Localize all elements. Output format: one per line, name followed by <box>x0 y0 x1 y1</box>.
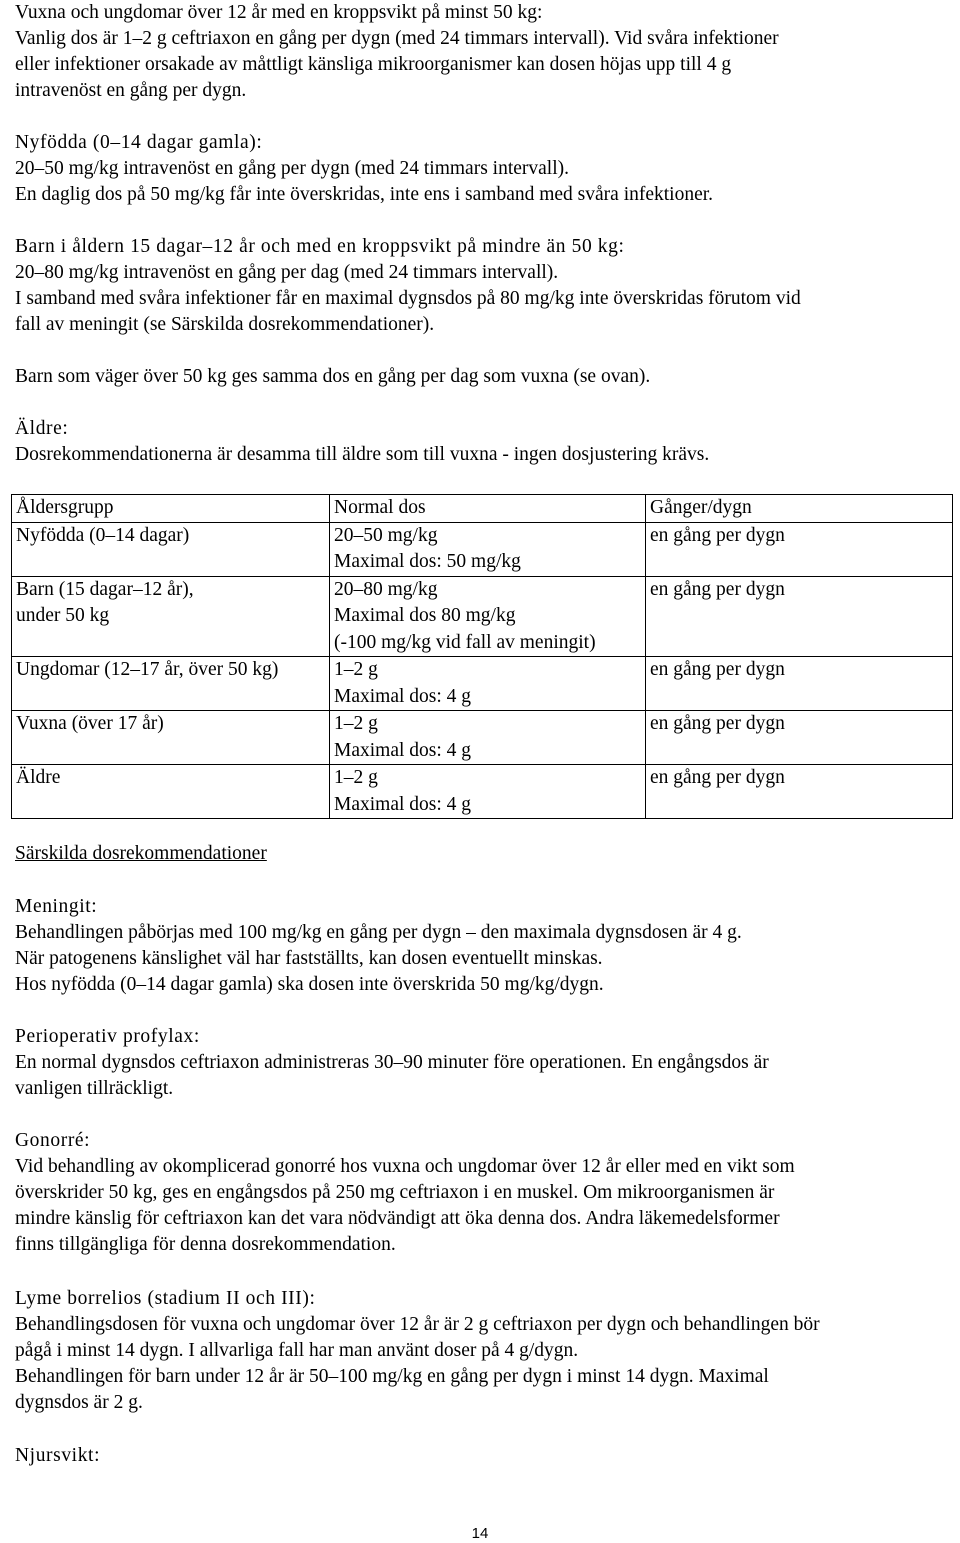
dose-cell <box>330 522 646 576</box>
gonorrhea-line-2: överskrider 50 kg, ges en engångsdos på 250 mg ceftriaxon i en muskel. Om mikroorganismen är <box>15 1182 775 1203</box>
frequency-cell: en gång per dygn <box>646 765 953 819</box>
age-group-text: under 50 kg <box>16 605 110 626</box>
age-group-text: Vuxna (över 17 år) <box>16 713 164 734</box>
newborns-line-2: En daglig dos på 50 mg/kg får inte överskridas, inte ens i samband med svåra infektioner. <box>15 184 714 205</box>
meningitis-line-2: När patogenens känslighet väl har fastställts, kan dosen eventuellt minskas. <box>15 948 603 969</box>
dose-text: 20–50 mg/kg <box>334 524 438 546</box>
meningitis-line-1: Behandlingen påbörjas med 100 mg/kg en gång per dygn – den maximala dygnsdosen är 4 g. <box>15 922 742 943</box>
dose-text: 20–80 mg/kg <box>334 578 438 600</box>
page-number: 14 <box>471 1525 489 1542</box>
frequency-cell: en gång per dygn <box>646 522 953 576</box>
gonorrhea-line-1: Vid behandling av okomplicerad gonorré hos vuxna och ungdomar över 12 år eller med en vikt som <box>15 1156 795 1177</box>
max-dose-text: Maximal dos: 4 g <box>334 793 472 815</box>
age-group-cell <box>12 522 330 576</box>
gonorrhea-line-3: mindre känslig för ceftriaxon kan det vara nödvändigt att öka denna dos. Andra läkemedelsformer <box>15 1208 780 1229</box>
age-group-text: Barn (15 dagar–12 år), <box>16 578 194 600</box>
prophylaxis-heading: Perioperativ profylax: <box>15 1026 200 1047</box>
lyme-line-3: Behandlingen för barn under 12 år är 50–100 mg/kg en gång per dygn i minst 14 dygn. Maximal <box>15 1366 769 1387</box>
table-row <box>12 522 953 576</box>
dose-text: 1–2 g <box>334 767 378 788</box>
header-times-per-day: Gånger/dygn <box>646 495 953 523</box>
children-line-3: fall av meningit (se Särskilda dosrekommendationer). <box>15 314 435 335</box>
header-age-group: Åldersgrupp <box>12 495 330 523</box>
age-group-text: Ungdomar (12–17 år, över 50 kg) <box>16 659 279 680</box>
age-group-text: Äldre <box>16 767 61 788</box>
adults-line-3: intravenöst en gång per dygn. <box>15 80 247 101</box>
frequency-cell: en gång per dygn <box>646 711 953 765</box>
lyme-line-4: dygnsdos är 2 g. <box>15 1392 143 1413</box>
age-group-cell <box>12 765 330 819</box>
adults-heading: Vuxna och ungdomar över 12 år med en kroppsvikt på minst 50 kg: <box>15 2 543 23</box>
age-group-cell <box>12 657 330 711</box>
dose-table <box>11 494 953 819</box>
prophylaxis-line-1: En normal dygnsdos ceftriaxon administreras 30–90 minuter före operationen. En engångsdos är <box>15 1052 769 1073</box>
renal-heading: Njursvikt: <box>15 1445 101 1466</box>
prophylaxis-line-2: vanligen tillräckligt. <box>15 1078 174 1099</box>
dose-cell <box>330 711 646 765</box>
age-group-cell <box>12 576 330 657</box>
age-group-cell <box>12 711 330 765</box>
special-heading: Särskilda dosrekommendationer <box>15 843 267 864</box>
dose-text: 1–2 g <box>334 713 378 734</box>
lyme-line-1: Behandlingsdosen för vuxna och ungdomar över 12 år är 2 g ceftriaxon per dygn och behandlingen bör <box>15 1314 820 1335</box>
gonorrhea-line-4: finns tillgängliga för denna dosrekommendation. <box>15 1234 396 1255</box>
dose-cell <box>330 657 646 711</box>
gonorrhea-heading: Gonorré: <box>15 1130 91 1151</box>
dose-cell <box>330 576 646 657</box>
max-dose-text: Maximal dos 80 mg/kg <box>334 605 516 626</box>
children-line-2: I samband med svåra infektioner får en maximal dygnsdos på 80 mg/kg inte överskridas förutom vid <box>15 288 801 309</box>
meningitis-line-3: Hos nyfödda (0–14 dagar gamla) ska dosen inte överskrida 50 mg/kg/dygn. <box>15 974 604 995</box>
frequency-cell: en gång per dygn <box>646 657 953 711</box>
header-normal-dose: Normal dos <box>330 495 646 523</box>
table-row <box>12 576 953 657</box>
dose-text: 1–2 g <box>334 659 378 680</box>
meningitis-heading: Meningit: <box>15 896 98 917</box>
adults-line-2: eller infektioner orsakade av måttligt känsliga mikroorganismer kan dosen höjas upp till 4 g <box>15 54 732 75</box>
newborns-line-1: 20–50 mg/kg intravenöst en gång per dygn (med 24 timmars intervall). <box>15 158 570 179</box>
meningitis-dose-text: (-100 mg/kg vid fall av meningit) <box>334 631 596 653</box>
adults-line-1: Vanlig dos är 1–2 g ceftriaxon en gång per dygn (med 24 timmars intervall). Vid svåra infektioner <box>15 28 779 49</box>
table-row <box>12 765 953 819</box>
max-dose-text: Maximal dos: 50 mg/kg <box>334 551 521 572</box>
children-heading: Barn i åldern 15 dagar–12 år och med en kroppsvikt på mindre än 50 kg: <box>15 236 625 257</box>
elderly-line: Dosrekommendationerna är desamma till äldre som till vuxna - ingen dosjustering krävs. <box>15 444 710 465</box>
table-header-row <box>12 495 953 523</box>
table-row <box>12 657 953 711</box>
max-dose-text: Maximal dos: 4 g <box>334 739 472 761</box>
max-dose-text: Maximal dos: 4 g <box>334 685 472 707</box>
children-over-50-line: Barn som väger över 50 kg ges samma dos en gång per dag som vuxna (se ovan). <box>15 366 651 387</box>
children-line-1: 20–80 mg/kg intravenöst en gång per dag (med 24 timmars intervall). <box>15 262 559 283</box>
lyme-heading: Lyme borrelios (stadium II och III): <box>15 1288 316 1309</box>
frequency-cell: en gång per dygn <box>646 576 953 657</box>
newborns-heading: Nyfödda (0–14 dagar gamla): <box>15 132 263 153</box>
age-group-text: Nyfödda (0–14 dagar) <box>16 524 190 546</box>
table-row <box>12 711 953 765</box>
elderly-heading: Äldre: <box>15 418 69 439</box>
dose-cell <box>330 765 646 819</box>
lyme-line-2: pågå i minst 14 dygn. I allvarliga fall har man använt doser på 4 g/dygn. <box>15 1340 579 1361</box>
